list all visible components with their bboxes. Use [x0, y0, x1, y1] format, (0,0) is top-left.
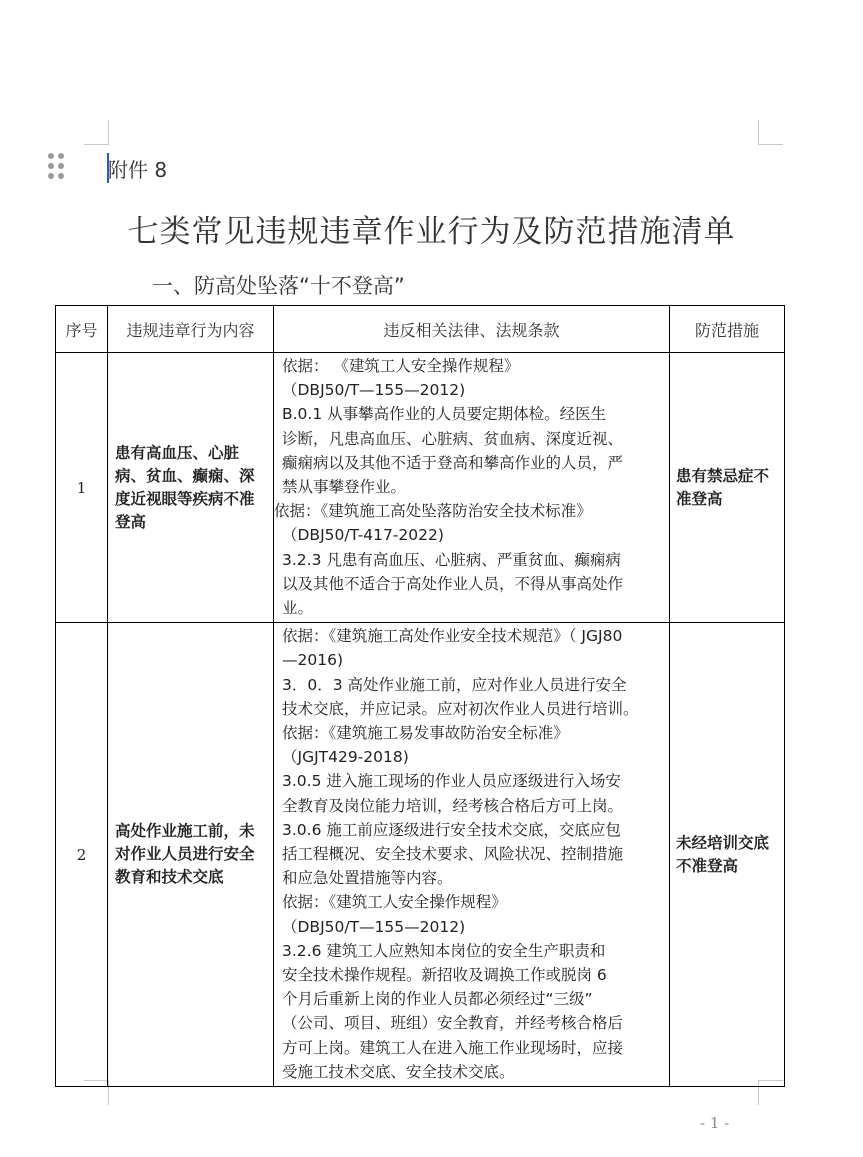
law-line: B.0.1 从事攀高作业的人员要定期体检。经医生: [282, 405, 607, 424]
section-heading[interactable]: 一、防高处坠落“十不登高”: [152, 274, 405, 298]
law-line: 以及其他不适合于高处作业人员，不得从事高处作: [282, 574, 624, 593]
law-line: 技术交底，并应记录。应对初次作业人员进行培训。: [282, 699, 639, 718]
document-title[interactable]: 七类常见违规违章作业行为及防范措施清单: [127, 214, 736, 250]
row-violation-content[interactable]: 患有高血压、心脏病、贫血、癫痫、深度近视眼等疾病不准登高: [108, 353, 274, 623]
table-row: [56, 623, 785, 1087]
header-measure[interactable]: 防范措施: [670, 306, 785, 353]
header-content[interactable]: 违规违章行为内容: [108, 306, 274, 353]
row-index[interactable]: 2: [56, 623, 108, 1087]
law-line: 癫痫病以及其他不适于登高和攀高作业的人员，严: [282, 453, 624, 472]
law-line: 方可上岗。建筑工人在进入施工作业现场时，应接: [282, 1038, 624, 1057]
law-line: 禁从事攀登作业。: [282, 478, 407, 497]
row-prevention-measure[interactable]: 患有禁忌症不准登高: [670, 353, 785, 623]
law-line: 3．0．3 高处作业施工前，应对作业人员进行安全: [282, 675, 627, 694]
law-line: 依据：《建筑施工高处作业安全技术规范》（ JGJ80: [282, 627, 623, 646]
violation-table: [55, 305, 785, 1087]
page-number: - 1 -: [700, 1114, 730, 1132]
table-row: [56, 353, 785, 623]
law-line: 诊断，凡患高血压、心脏病、贫血病、深度近视、: [282, 429, 624, 448]
drag-handle-icon[interactable]: [46, 152, 68, 182]
law-line: 个月后重新上岗的作业人员都必须经过“三级”: [282, 990, 593, 1009]
law-line: 依据：《建筑施工易发事故防治安全标准》: [282, 724, 569, 743]
attachment-label[interactable]: 附件 8: [108, 158, 168, 182]
law-line: 业。: [282, 599, 314, 618]
page-corner-mark-top-right: [758, 120, 783, 145]
law-line: —2016): [282, 651, 343, 670]
row-law-clauses[interactable]: [274, 353, 670, 623]
law-line: （公司、项目、班组）安全教育，并经考核合格后: [282, 1014, 624, 1033]
page-corner-mark-top-left: [84, 120, 109, 145]
law-line: （DBJ50/T-417-2022): [282, 526, 444, 545]
law-line: （DBJ50/T—155—2012): [282, 381, 466, 400]
law-line: 和应急处置措施等内容。: [282, 869, 453, 888]
law-line: 依据： 《建筑工人安全操作规程》: [282, 357, 520, 375]
law-line: 括工程概况、安全技术要求、风险状况、控制措施: [282, 845, 624, 864]
law-line: 全教育及岗位能力培训，经考核合格后方可上岗。: [282, 796, 624, 815]
law-line: （JGJT429-2018): [282, 748, 409, 767]
law-line: 3.2.3 凡患有高血压、心脏病、严重贫血、癫痫病: [282, 550, 621, 569]
law-line: 依据：《建筑工人安全操作规程》: [282, 893, 507, 912]
header-index[interactable]: 序号: [56, 306, 108, 353]
law-line: （DBJ50/T—155—2012): [282, 917, 466, 936]
row-index[interactable]: 1: [56, 353, 108, 623]
header-law[interactable]: 违反相关法律、法规条款: [274, 306, 670, 353]
law-line: 依据：《建筑施工高处坠落防治安全技术标准》: [274, 502, 592, 521]
law-line: 3.2.6 建筑工人应熟知本岗位的安全生产职责和: [282, 941, 606, 960]
law-line: 受施工技术交底、安全技术交底。: [282, 1062, 515, 1081]
row-prevention-measure[interactable]: 未经培训交底不准登高: [670, 623, 785, 1087]
law-line: 3.0.5 进入施工现场的作业人员应逐级进行入场安: [282, 772, 621, 791]
law-line: 3.0.6 施工前应逐级进行安全技术交底，交底应包: [282, 820, 621, 839]
row-violation-content[interactable]: 高处作业施工前，未对作业人员进行安全教育和技术交底: [108, 623, 274, 1087]
table-header-row: [56, 306, 785, 353]
row-law-clauses[interactable]: [274, 623, 670, 1087]
law-line: 安全技术操作规程。新招收及调换工作或脱岗 6: [282, 966, 607, 985]
